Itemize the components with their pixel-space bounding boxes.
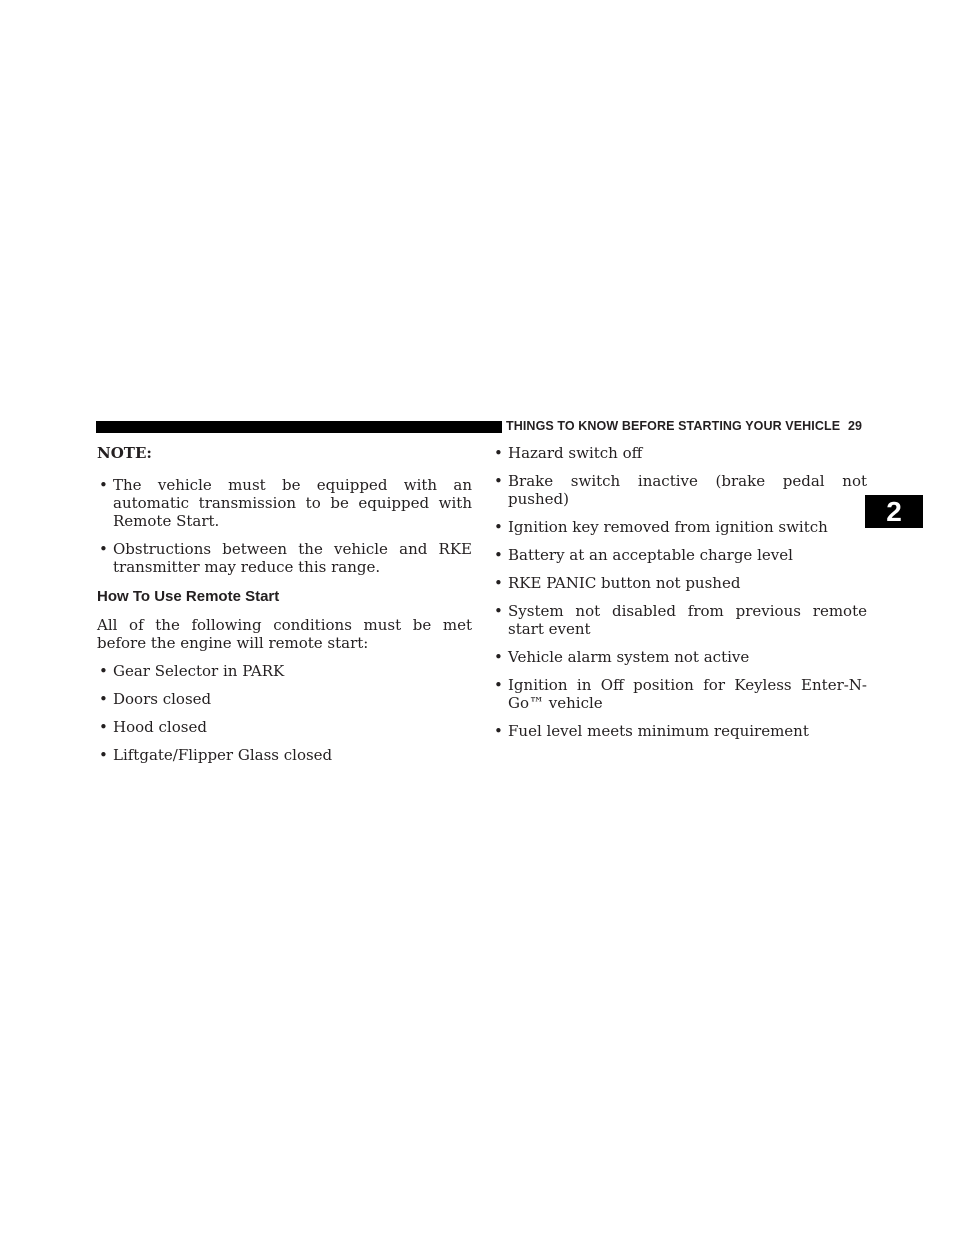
running-header-title: THINGS TO KNOW BEFORE STARTING YOUR VEHICLE xyxy=(506,419,841,433)
list-item xyxy=(492,602,867,638)
right-column xyxy=(492,444,867,750)
bullet-glyph: • xyxy=(494,648,503,666)
list-item xyxy=(492,472,867,508)
list-item-text: Vehicle alarm system not active xyxy=(508,648,750,666)
bullet-glyph: • xyxy=(494,472,503,490)
list-item xyxy=(97,718,472,736)
bullet-glyph: • xyxy=(494,602,503,620)
conditions-list-left xyxy=(97,662,472,764)
note-bullet-list xyxy=(97,476,472,576)
list-item xyxy=(492,648,867,666)
list-item-text: Battery at an acceptable charge level xyxy=(508,546,793,564)
chapter-tab: 2 xyxy=(865,495,923,528)
bullet-glyph: • xyxy=(494,574,503,592)
list-item xyxy=(97,662,472,680)
list-item-text: Fuel level meets minimum requirement xyxy=(508,722,809,740)
header-rule xyxy=(96,421,502,433)
list-item-text: System not disabled from previous remote start event xyxy=(508,602,867,638)
list-item-text: RKE PANIC button not pushed xyxy=(508,574,741,592)
list-item xyxy=(97,476,472,530)
list-item xyxy=(492,574,867,592)
bullet-glyph: • xyxy=(99,662,108,680)
list-item xyxy=(492,546,867,564)
bullet-glyph: • xyxy=(494,676,503,694)
list-item-text: Liftgate/Flipper Glass closed xyxy=(113,746,333,764)
bullet-glyph: • xyxy=(99,476,108,494)
bullet-glyph: • xyxy=(494,518,503,536)
list-item-text: Brake switch inactive (brake pedal not pushed) xyxy=(508,472,867,508)
section-heading: How To Use Remote Start xyxy=(97,588,280,605)
page-number: 29 xyxy=(848,419,862,433)
list-item-text: Doors closed xyxy=(113,690,212,708)
left-column xyxy=(97,444,472,774)
bullet-glyph: • xyxy=(494,444,503,462)
list-item-text: Gear Selector in PARK xyxy=(113,662,285,680)
bullet-glyph: • xyxy=(99,746,108,764)
conditions-list-right xyxy=(492,444,867,740)
intro-paragraph: All of the following conditions must be met before the engine will remote start: xyxy=(97,616,472,652)
list-item xyxy=(492,722,867,740)
list-item xyxy=(492,676,867,712)
list-item-text: Ignition key removed from ignition switch xyxy=(508,518,828,536)
list-item-text: Hazard switch off xyxy=(508,444,643,462)
list-item-text: The vehicle must be equipped with an automatic transmission to be equipped with Remote Start. xyxy=(113,476,472,530)
list-item-text: Obstructions between the vehicle and RKE transmitter may reduce this range. xyxy=(113,540,472,576)
list-item xyxy=(97,746,472,764)
list-item xyxy=(492,444,867,462)
list-item-text: Hood closed xyxy=(113,718,207,736)
bullet-glyph: • xyxy=(494,546,503,564)
note-label: NOTE: xyxy=(97,444,152,462)
bullet-glyph: • xyxy=(494,722,503,740)
bullet-glyph: • xyxy=(99,718,108,736)
list-item xyxy=(492,518,867,536)
list-item xyxy=(97,540,472,576)
bullet-glyph: • xyxy=(99,690,108,708)
list-item-text: Ignition in Off position for Keyless Enter-N-Go™ vehicle xyxy=(508,676,867,712)
list-item xyxy=(97,690,472,708)
bullet-glyph: • xyxy=(99,540,108,558)
